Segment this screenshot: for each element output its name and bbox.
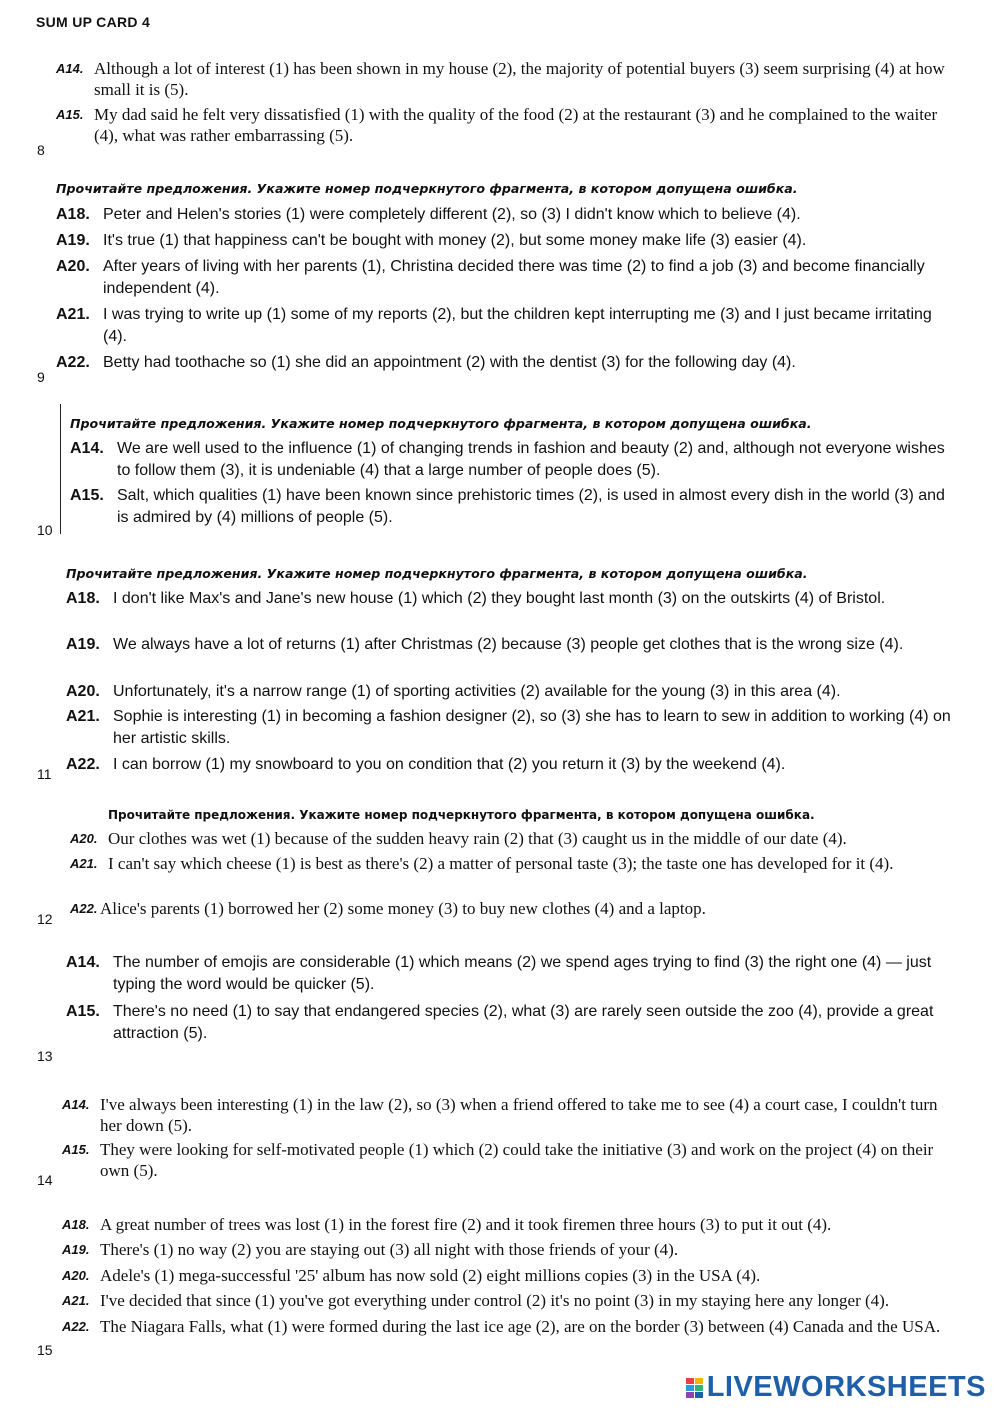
card-number: 13: [37, 1048, 53, 1064]
question-label: A15.: [56, 107, 84, 122]
card-number: 8: [37, 142, 45, 158]
question-text: I've decided that since (1) you've got everything under control (2) it's no point (3) in my staying here any longer (4).: [100, 1291, 890, 1310]
question-label: A19.: [66, 636, 100, 653]
question-text: Betty had toothache so (1) she did an appointment (2) with the dentist (3) for the following day (4).: [103, 354, 796, 371]
question-a18: [62, 1214, 942, 1235]
question-label: A14.: [56, 61, 84, 76]
question-text: Our clothes was wet (1) because of the sudden heavy rain (2) that (3) caught us in the middle of our date (4).: [108, 829, 847, 848]
question-label: A21.: [62, 1293, 90, 1308]
card-number: 11: [37, 766, 52, 782]
question-text: Adele's (1) mega-successful '25' album has now sold (2) eight millions copies (3) in the USA (4).: [100, 1266, 761, 1285]
card-number: 14: [37, 1172, 53, 1188]
question-a21: [56, 304, 960, 347]
margin-rule: [60, 404, 61, 534]
question-a18: [56, 204, 960, 226]
question-label: A22.: [66, 756, 100, 773]
question-a22: [62, 1316, 942, 1337]
instruction: Прочитайте предложения. Укажите номер подчеркнутого фрагмента, в котором допущена ошибка.: [66, 566, 808, 581]
question-a20: [62, 1265, 942, 1286]
instruction: Прочитайте предложения. Укажите номер подчеркнутого фрагмента, в котором допущена ошибка.: [108, 808, 815, 822]
question-label: A18.: [62, 1217, 90, 1232]
question-label: A19.: [62, 1242, 90, 1257]
question-a20: [56, 256, 960, 299]
question-label: A18.: [56, 206, 90, 223]
question-a14: [62, 1094, 952, 1136]
question-text: My dad said he felt very dissatisfied (1) with the quality of the food (2) at the restaurant (3) and he complained to the waiter (4), what was rather embarrassing (5).: [94, 105, 938, 145]
question-label: A22.: [56, 354, 90, 371]
question-label: A20.: [70, 831, 98, 846]
question-label: A22.: [70, 901, 98, 916]
question-a20: [70, 828, 962, 849]
question-text: Salt, which qualities (1) have been known since prehistoric times (2), is used in almost every dish in the world (3) and is admired by (4) millions of people (5).: [117, 487, 945, 526]
question-text: Although a lot of interest (1) has been shown in my house (2), the majority of potential buyers (3) seem surprising (4) at how small it is (5).: [94, 59, 945, 99]
question-text: I don't like Max's and Jane's new house (1) which (2) they bought last month (3) on the outskirts (4) of Bristol.: [113, 590, 886, 607]
question-label: A15.: [70, 487, 104, 504]
question-text: Peter and Helen's stories (1) were completely different (2), so (3) I didn't know which to believe (4).: [103, 206, 801, 223]
question-label: A15.: [62, 1142, 90, 1157]
question-a21: [62, 1290, 942, 1311]
question-a21: [70, 853, 962, 874]
question-a15: [62, 1139, 952, 1181]
question-a14: [70, 438, 958, 481]
question-text: I've always been interesting (1) in the law (2), so (3) when a friend offered to take me to see (4) a court case, I couldn't turn her down (5).: [100, 1095, 938, 1135]
question-a22: [66, 754, 956, 776]
question-label: A14.: [66, 954, 100, 971]
question-text: A great number of trees was lost (1) in the forest fire (2) and it took firemen three hours (3) to put it out (4).: [100, 1215, 832, 1234]
question-label: A19.: [56, 232, 90, 249]
question-text: I was trying to write up (1) some of my reports (2), but the children kept interrupting me (3) and I just became irritating (4).: [103, 306, 932, 345]
question-a22: [70, 898, 962, 919]
question-a14: [66, 952, 956, 995]
question-text: We always have a lot of returns (1) after Christmas (2) because (3) people get clothes that is the wrong size (4).: [113, 636, 904, 653]
question-a19: [66, 634, 956, 656]
question-text: There's (1) no way (2) you are staying out (3) all night with those friends of your (4).: [100, 1240, 679, 1259]
footer-logo[interactable]: [686, 1371, 986, 1404]
question-text: Alice's parents (1) borrowed her (2) some money (3) to buy new clothes (4) and a laptop.: [100, 899, 706, 918]
question-text: It's true (1) that happiness can't be bought with money (2), but some money make life (3) easier (4).: [103, 232, 807, 249]
question-a14: [56, 58, 956, 100]
card-number: 12: [37, 911, 53, 927]
question-text: I can't say which cheese (1) is best as there's (2) a matter of personal taste (3); the taste one has developed for it (4).: [108, 854, 894, 873]
question-text: They were looking for self-motivated people (1) which (2) could take the initiative (3) and work on the project (4) on their own (5).: [100, 1140, 934, 1180]
card-number: 9: [37, 369, 45, 385]
question-text: The Niagara Falls, what (1) were formed during the last ice age (2), are on the border (3) between (4) Canada and the USA.: [100, 1317, 941, 1336]
question-label: A20.: [66, 683, 100, 700]
question-a20: [66, 681, 956, 703]
question-label: A20.: [56, 258, 90, 275]
question-text: There's no need (1) to say that endangered species (2), what (3) are rarely seen outside the zoo (4), provide a great attraction (5).: [113, 1003, 934, 1042]
question-a19: [56, 230, 960, 252]
question-a22: [56, 352, 960, 374]
question-label: A22.: [62, 1319, 90, 1334]
question-a21: [66, 706, 956, 749]
question-label: A18.: [66, 590, 100, 607]
question-label: A21.: [70, 856, 98, 871]
instruction: Прочитайте предложения. Укажите номер подчеркнутого фрагмента, в котором допущена ошибка.: [70, 416, 812, 431]
question-label: A14.: [70, 440, 104, 457]
question-label: A14.: [62, 1097, 90, 1112]
question-label: A15.: [66, 1003, 100, 1020]
question-text: I can borrow (1) my snowboard to you on condition that (2) you return it (3) by the weekend (4).: [113, 756, 786, 773]
question-label: A20.: [62, 1268, 90, 1283]
question-text: Unfortunately, it's a narrow range (1) of sporting activities (2) available for the young (3) in this area (4).: [113, 683, 841, 700]
question-label: A21.: [66, 708, 100, 725]
question-a18: [66, 588, 956, 610]
instruction: Прочитайте предложения. Укажите номер подчеркнутого фрагмента, в котором допущена ошибка.: [56, 181, 798, 196]
question-text: After years of living with her parents (1), Christina decided there was time (2) to find a job (3) and become financially independent (4).: [103, 258, 925, 297]
question-a19: [62, 1239, 942, 1260]
card-number: 15: [37, 1342, 53, 1358]
question-a15: [66, 1001, 956, 1044]
question-label: A21.: [56, 306, 90, 323]
question-a15: [56, 104, 956, 146]
question-a15: [70, 485, 958, 528]
logo-grid-icon: [686, 1378, 703, 1398]
page-title: SUM UP CARD 4: [36, 14, 151, 30]
card-number: 10: [37, 522, 53, 538]
question-text: Sophie is interesting (1) in becoming a fashion designer (2), so (3) she has to learn to sew in addition to working (4) on her artistic skills.: [113, 708, 951, 747]
logo-text: LIVEWORKSHEETS: [706, 1371, 986, 1403]
question-text: The number of emojis are considerable (1) which means (2) we spend ages trying to find (3) the right one (4) — just typing the word would be quicker (5).: [113, 954, 932, 993]
question-text: We are well used to the influence (1) of changing trends in fashion and beauty (2) and, although not everyone wishes to follow them (3), it is undeniable (4) that a large number of people does (5).: [117, 440, 945, 479]
